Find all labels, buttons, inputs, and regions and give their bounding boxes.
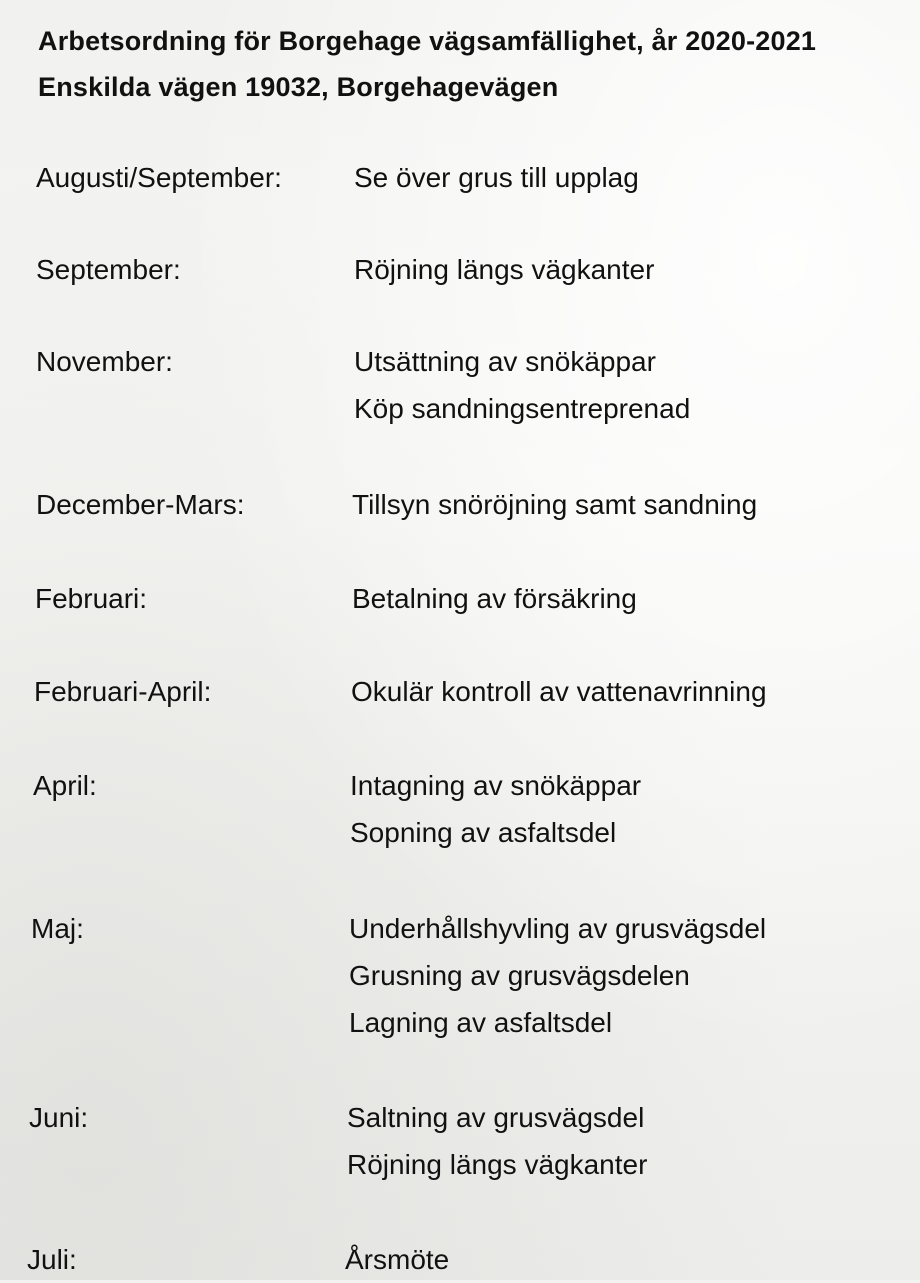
month-label: September: [36, 254, 181, 285]
task-list [354, 338, 690, 432]
task-item: Tillsyn snöröjning samt sandning [352, 489, 758, 520]
task-item: Lagning av asfaltsdel [349, 1007, 613, 1038]
task-list [352, 481, 757, 528]
task-item: Se över grus till upplag [354, 162, 639, 193]
task-item: Saltning av grusvägsdel [347, 1102, 645, 1133]
month-label: Februari: [35, 583, 148, 614]
task-list [352, 575, 637, 622]
task-list [349, 905, 766, 1046]
month-label: Juni: [29, 1102, 89, 1133]
title-line-2: Enskilda vägen 19032, Borgehagevägen [38, 72, 559, 102]
task-item: Utsättning av snökäppar [354, 346, 656, 377]
month-label: November: [36, 346, 173, 377]
task-item: Okulär kontroll av vattenavrinning [351, 676, 767, 707]
month-label: Maj: [31, 913, 84, 944]
task-list [345, 1236, 449, 1283]
task-item: Grusning av grusvägsdelen [349, 960, 690, 991]
task-list [354, 154, 639, 201]
task-item: Intagning av snökäppar [350, 770, 642, 801]
task-item: Köp sandningsentreprenad [354, 393, 691, 424]
task-item: Röjning längs vägkanter [347, 1149, 648, 1180]
document-title [38, 18, 816, 110]
month-label: April: [33, 770, 97, 801]
month-label: Augusti/September: [36, 162, 282, 193]
task-item: Underhållshyvling av grusvägsdel [349, 913, 767, 944]
task-item: Årsmöte [345, 1244, 450, 1275]
task-item: Sopning av asfaltsdel [350, 817, 617, 848]
task-item: Röjning längs vägkanter [354, 254, 655, 285]
month-label: Februari-April: [34, 676, 212, 707]
task-item: Betalning av försäkring [352, 583, 637, 614]
month-label: December-Mars: [36, 489, 245, 520]
task-list [350, 762, 641, 856]
task-list [354, 246, 654, 293]
title-line-1: Arbetsordning för Borgehage vägsamfällighet, år 2020-2021 [38, 26, 817, 56]
month-label: Juli: [27, 1244, 77, 1275]
task-list [347, 1094, 647, 1188]
task-list [351, 668, 767, 715]
